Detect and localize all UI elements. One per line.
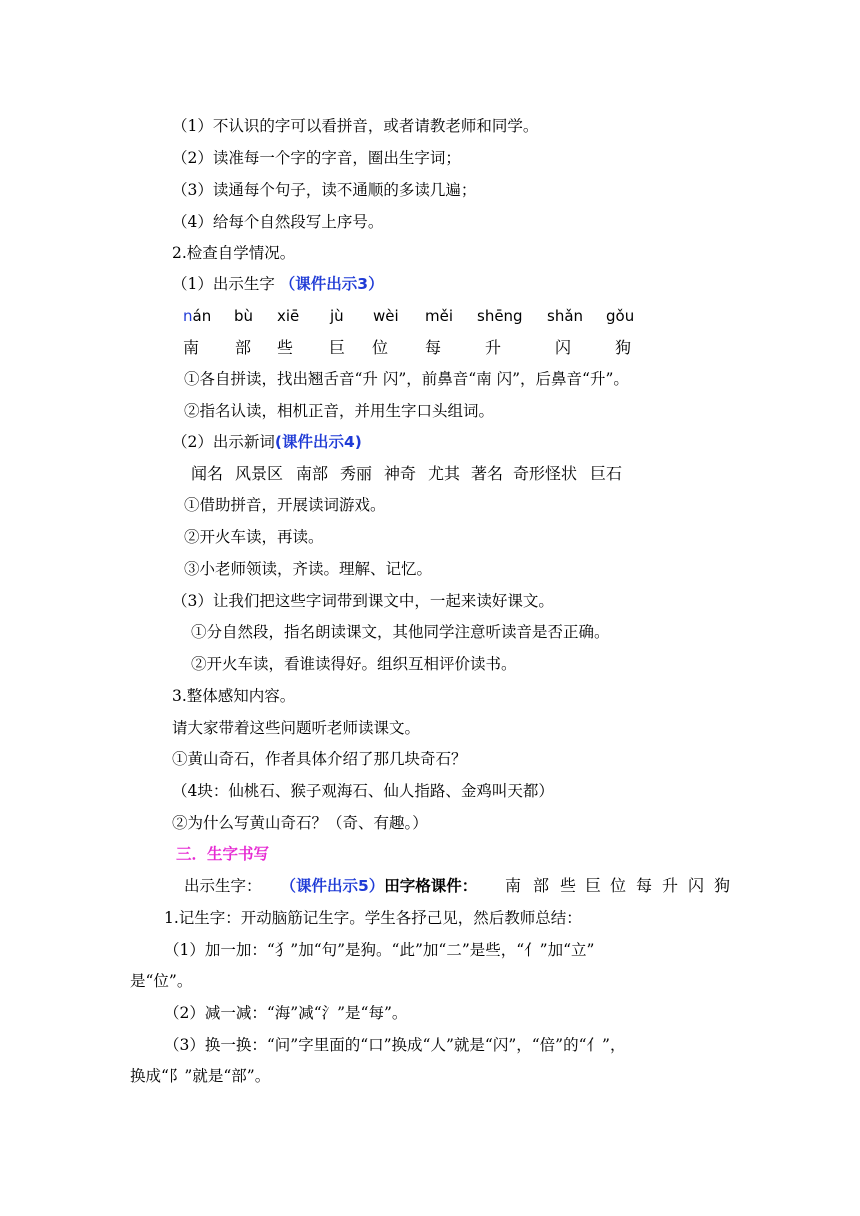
grid-courseware-label: 田字格课件： [384,877,478,895]
char-wei: 位 [372,338,389,357]
section-2-heading: 2.检查自学情况。 [172,244,296,262]
pinyin-mei: měi [425,307,454,325]
listen-line: 请大家带着这些问题听老师读课文。 [172,719,421,737]
answer-1-line: （4块：仙桃石、猴子观海石、仙人指路、金鸡叫天都） [172,782,554,800]
train-read-line: ②开火车读，再读。 [184,528,324,546]
word-item: 闻名 [191,464,224,483]
word-item: 巨石 [590,464,623,483]
grid-char: 巨 [585,876,602,895]
pinyin-ju: jù [330,307,344,325]
grid-char: 狗 [714,876,731,895]
char-xie: 些 [277,338,294,357]
char-sheng: 升 [485,338,502,357]
show-new-chars-text: 出示生字： [184,877,262,895]
read-text-line: （3）让我们把这些字词带到课文中，一起来读好课文。 [172,592,554,610]
show-new-chars-line [184,876,477,896]
char-nan: 南 [183,338,200,357]
grid-char: 些 [560,876,577,895]
char-ju: 巨 [329,338,346,357]
grid-char: 位 [610,876,627,895]
step-4-line: （4）给每个自然段写上序号。 [172,213,384,231]
word-item: 奇形怪状 [513,464,578,483]
char-bu: 部 [235,338,252,357]
grid-char: 每 [636,876,653,895]
memorize-line: 1.记生字：开动脑筋记生字。学生各抒己见，然后教师总结： [164,909,582,927]
grid-char: 南 [505,876,522,895]
grid-char: 升 [662,876,679,895]
question-2-line: ②为什么写黄山奇石？（奇、有趣。） [172,814,428,832]
pinyin-gou: gǒu [606,307,635,325]
swap-method-continued: 换成“阝”就是“部”。 [130,1067,271,1085]
paragraph-read-line: ①分自然段，指名朗读课文，其他同学注意听读音是否正确。 [191,623,610,641]
pinyin-sheng: shēng [477,307,523,325]
char-gou: 狗 [615,338,632,357]
char-shan: 闪 [555,338,572,357]
word-item: 南部 [296,464,329,483]
pinyin-xie: xiē [277,307,300,325]
pinyin-wei: wèi [373,307,399,325]
show-chars-text: （1）出示生字 [172,275,280,293]
phonetics-line: ①各自拼读，找出翘舌音“升 闪”，前鼻音“南 闪”，后鼻音“升”。 [184,370,629,388]
add-method-line: （1）加一加：“犭”加“句”是狗。“此”加“二”是些，“亻”加“立” [164,941,595,959]
step-2-line: （2）读准每一个字的字音，圈出生字词； [172,149,461,167]
step-3-line: （3）读通每个句子，读不通顺的多读几遍； [172,181,477,199]
swap-method-line: （3）换一换：“问”字里面的“口”换成“人”就是“闪”，“倍”的“亻”， [164,1036,626,1054]
pinyin-nan: nán [183,307,212,325]
subtract-method-line: （2）减一减：“海”减“氵”是“每”。 [164,1004,408,1022]
section-3-heading: 3.整体感知内容。 [172,687,296,705]
word-item: 风景区 [235,464,284,483]
grid-char: 部 [533,876,550,895]
evaluate-read-line: ②开火车读，看谁读得好。组织互相评价读书。 [191,655,517,673]
question-1-line: ①黄山奇石，作者具体介绍了那几块奇石？ [172,750,467,768]
courseware-note-4: (课件出示4) [274,433,362,451]
word-game-line: ①借助拼音，开展读词游戏。 [184,496,386,514]
courseware-note-5: （课件出示5） [280,877,385,895]
lead-read-line: ③小老师领读，齐读。理解、记忆。 [184,560,433,578]
show-chars-line [172,274,384,294]
word-item: 尤其 [428,464,461,483]
add-method-continued: 是“位”。 [130,972,193,990]
show-words-text: （2）出示新词 [172,433,275,451]
writing-section-heading: 三．生字书写 [176,845,270,863]
char-mei: 每 [425,338,442,357]
step-1-line: （1）不认识的字可以看拼音，或者请教老师和同学。 [172,117,539,135]
read-aloud-line: ②指名认读，相机正音，并用生字口头组词。 [184,402,495,420]
word-item: 神奇 [384,464,417,483]
courseware-note-3: （课件出示3） [279,275,384,293]
word-item: 著名 [471,464,504,483]
show-words-line [172,432,362,452]
pinyin-shan: shǎn [547,307,584,325]
grid-char: 闪 [688,876,705,895]
word-item: 秀丽 [340,464,373,483]
pinyin-bu: bù [234,307,254,325]
